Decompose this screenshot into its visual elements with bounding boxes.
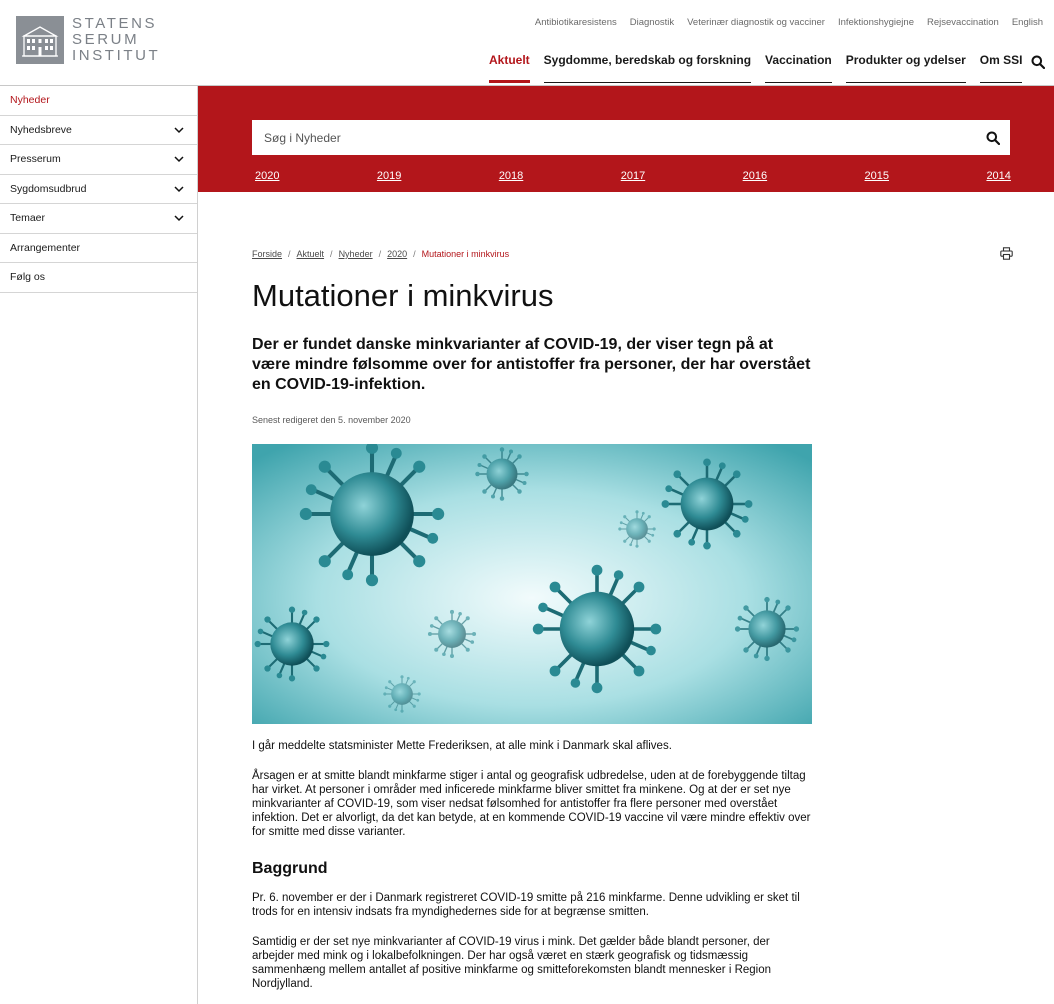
last-edited-date: Senest redigeret den 5. november 2020 xyxy=(252,415,411,425)
breadcrumb-separator: / xyxy=(330,249,333,259)
sidebar-item-foelg-os[interactable] xyxy=(0,263,197,293)
util-link-english[interactable]: English xyxy=(1011,17,1043,28)
util-link-infektionshygiejne[interactable]: Infektionshygiejne xyxy=(837,17,914,28)
virus-illustration-image xyxy=(252,444,812,724)
building-logo-icon xyxy=(16,16,64,64)
util-link-antibiotikaresistens[interactable]: Antibiotikaresistens xyxy=(534,17,617,28)
search-icon xyxy=(986,131,1000,145)
chevron-down-icon[interactable] xyxy=(173,212,185,224)
sidebar-item-sygdomsudbrud[interactable] xyxy=(0,175,197,205)
chevron-down-icon[interactable] xyxy=(173,153,185,165)
print-icon[interactable] xyxy=(1000,247,1013,260)
breadcrumb-2020[interactable]: 2020 xyxy=(387,249,408,259)
breadcrumb-current: Mutationer i minkvirus xyxy=(421,249,510,259)
news-search-band xyxy=(198,86,1054,192)
sidebar-item-label: Presserum xyxy=(10,153,61,166)
logo-line-1: STATENS xyxy=(72,15,158,32)
util-link-veterinaer[interactable]: Veterinær diagnostik og vacciner xyxy=(687,17,825,28)
nav-item-vaccination[interactable]: Vaccination xyxy=(765,53,832,83)
breadcrumb-separator: / xyxy=(413,249,416,259)
chevron-down-icon[interactable] xyxy=(173,183,185,195)
nav-item-produkter[interactable]: Produkter og ydelser xyxy=(846,53,966,83)
year-link-2014[interactable]: 2014 xyxy=(986,170,1011,182)
news-search-box xyxy=(252,120,1010,155)
year-link-2016[interactable]: 2016 xyxy=(742,170,768,182)
sidebar-item-temaer[interactable] xyxy=(0,204,197,234)
sidebar-item-label: Nyhedsbreve xyxy=(10,123,72,136)
sidebar-item-label: Temaer xyxy=(10,212,46,225)
year-link-2020[interactable]: 2020 xyxy=(255,170,280,182)
sidebar-item-label: Sygdomsudbrud xyxy=(10,182,87,195)
util-link-diagnostik[interactable]: Diagnostik xyxy=(629,17,675,28)
sidebar-item-label: Nyheder xyxy=(10,94,50,107)
news-search-input[interactable] xyxy=(252,120,976,155)
utility-nav xyxy=(535,17,1043,28)
sidebar-item-nyhedsbreve[interactable] xyxy=(0,116,197,146)
breadcrumb-separator: / xyxy=(378,249,382,259)
main-nav xyxy=(489,53,1036,83)
search-icon[interactable] xyxy=(1031,55,1045,69)
year-filter xyxy=(255,170,1011,182)
article-paragraph: Pr. 6. november er der i Danmark registreret COVID-19 smitte på 216 minkfarme. Denne udvikling er sket til trods for en intensiv indsats fra myndighedernes side for at begrænse smitten. xyxy=(252,892,800,918)
util-link-rejsevaccination[interactable]: Rejsevaccination xyxy=(927,17,999,28)
article-lead: Der er fundet danske minkvarianter af COVID-19, der viser tegn på at være mindre følsomme over for antistoffer fra personer, der har overstået en COVID-19-infektion. xyxy=(252,336,811,393)
site-header xyxy=(0,0,1054,86)
sidebar-item-label: Følg os xyxy=(10,271,46,284)
breadcrumb-forside[interactable]: Forside xyxy=(252,249,283,259)
year-link-2018[interactable]: 2018 xyxy=(498,170,524,182)
sidebar-item-arrangementer[interactable] xyxy=(0,234,197,264)
nav-item-aktuelt[interactable]: Aktuelt xyxy=(489,53,530,83)
ssi-logo[interactable] xyxy=(16,16,160,64)
chevron-down-icon[interactable] xyxy=(173,124,185,136)
logo-wordmark xyxy=(72,16,160,64)
article-paragraph: Årsagen er at smitte blandt minkfarme stiger i antal og geografisk udbredelse, uden at de forebyggende tiltag har virket. At personer i områder med inficerede minkfarme bliver smittet fra minkene. Og at der er set nye minkvarianter af COVID-19, som viser nedsat følsomhed for antistoffer fra flere personer med overstået infektion. Det er alvorligt, da det kan betyde, at en kommende COVID-19 vaccine vil være mindre effektiv over for smitte med disse varianter. xyxy=(252,770,811,838)
breadcrumb-nyheder[interactable]: Nyheder xyxy=(338,249,373,259)
article-paragraph: I går meddelte statsminister Mette Frederiksen, at alle mink i Danmark skal aflives. xyxy=(252,740,672,752)
page-title: Mutationer i minkvirus xyxy=(252,278,554,313)
breadcrumb-separator: / xyxy=(288,249,291,259)
logo-line-3: INSTITUT xyxy=(72,47,161,64)
nav-item-om-ssi[interactable]: Om SSI xyxy=(980,53,1023,83)
sidebar-item-presserum[interactable] xyxy=(0,145,197,175)
sidebar xyxy=(0,86,198,1004)
sidebar-item-nyheder[interactable] xyxy=(0,86,197,116)
news-search-button[interactable] xyxy=(976,120,1010,155)
breadcrumb-aktuelt[interactable]: Aktuelt xyxy=(296,249,325,259)
nav-item-sygdomme[interactable]: Sygdomme, beredskab og forskning xyxy=(544,53,751,83)
year-link-2015[interactable]: 2015 xyxy=(864,170,890,182)
year-link-2019[interactable]: 2019 xyxy=(376,170,402,182)
section-heading-baggrund: Baggrund xyxy=(252,860,328,877)
article-paragraph: Samtidig er der set nye minkvarianter af COVID-19 virus i mink. Det gælder både blandt personer, der arbejder med mink og i lokalbefolkningen. Der har også været en stærk geografisk og tidsmæssig sammenhæng mellem antallet af positive minkfarme og smitteforekomsten blandt mennesker i Region Nordjylland. xyxy=(252,936,772,990)
logo-line-2: SERUM xyxy=(72,31,140,48)
sidebar-item-label: Arrangementer xyxy=(10,241,81,254)
breadcrumb xyxy=(252,249,509,259)
year-link-2017[interactable]: 2017 xyxy=(620,170,646,182)
